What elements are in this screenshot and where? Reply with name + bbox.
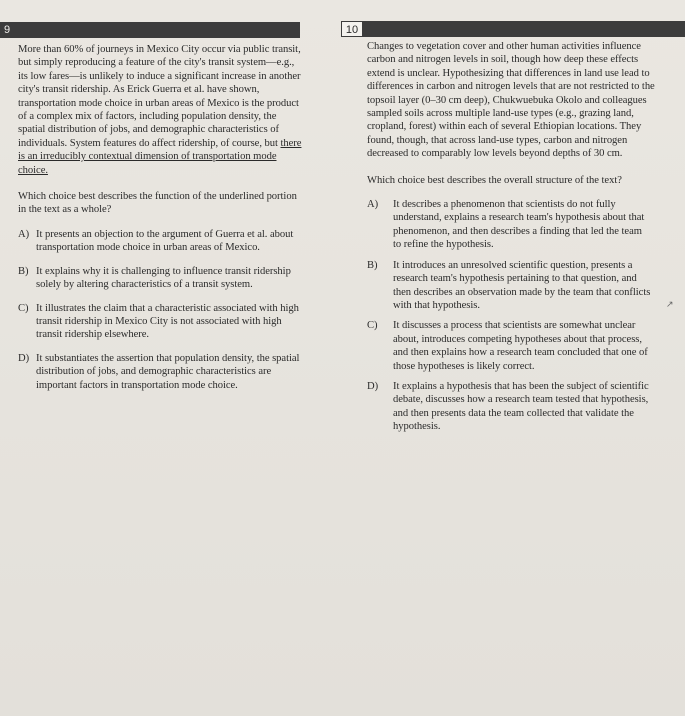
choice-letter: C)	[367, 320, 378, 332]
choice-letter: C)	[18, 302, 29, 314]
choice-text: It introduces an unresolved scientific question, presents a research team's hypothesis pertaining to that question, and then describes an observation made by the team that conflicts with that hypothesis.	[393, 259, 651, 311]
choice-10c[interactable]	[367, 319, 657, 373]
choice-letter: A)	[18, 228, 30, 240]
choice-9b[interactable]	[18, 265, 302, 292]
choice-text: It discusses a process that scientists are somewhat unclear about, introduces competing hypotheses about that process, and then explains how a research team concluded that one of those hypotheses is likely correct.	[393, 320, 648, 372]
choice-10a[interactable]	[367, 198, 657, 252]
choice-letter: D)	[367, 380, 379, 392]
question-9	[18, 43, 302, 402]
choice-text: It explains a hypothesis that has been the subject of scientific debate, discusses how a research team tested that hypothesis, and then presents data the team collected that validate the hypothesis.	[393, 380, 649, 433]
choice-text: It illustrates the claim that a characteristic associated with high transit ridership in Mexico City is not associated with high transit ridership elsewhere.	[36, 302, 299, 341]
choice-text: It describes a phenomenon that scientists do not fully understand, explains a research team's hypothesis about that phenomenon, and then describes a finding that led the team to refine the hypothesis.	[393, 199, 645, 251]
question-10-choices	[367, 198, 657, 434]
choice-text: It substantiates the assertion that population density, the spatial distribution of jobs, and demographic characteristics are important factors in transportation mode choice.	[36, 352, 300, 391]
choice-letter: B)	[367, 259, 378, 271]
choice-10d[interactable]	[367, 380, 657, 434]
question-9-number: 9	[0, 22, 14, 38]
question-9-stem: Which choice best describes the function of the underlined portion in the text as a whole?	[18, 191, 297, 216]
question-9-choices	[18, 228, 302, 392]
choice-text: It explains why it is challenging to influence transit ridership solely by altering characteristics of a transit system.	[36, 265, 291, 291]
choice-9a[interactable]	[18, 228, 302, 255]
question-9-header-bar	[0, 22, 300, 38]
question-10-number: 10	[341, 21, 363, 37]
pointer-cursor-icon: ↗	[666, 300, 674, 310]
choice-letter: D)	[18, 352, 30, 364]
choice-10b[interactable]	[367, 259, 657, 313]
question-10-passage: Changes to vegetation cover and other human activities influence carbon and nitrogen levels in soil, though how deep these effects extend is unclear. Hypothesizing that differences in land use lead to differences in carbon and nitrogen levels that are not restricted to the topsoil layer (0–30 cm deep), Chukwuebuka Okolo and colleagues sampled soils across multiple land-use types (e.g., grazing land, cropland, forest) within each of several Ethiopian locations. They found, though, that across land-use types, carbon and nitrogen decreased to comparably low levels beyond depths of 30 cm.	[367, 41, 655, 160]
question-9-passage	[18, 43, 302, 177]
choice-letter: A)	[367, 199, 379, 211]
choice-9d[interactable]	[18, 352, 302, 392]
choice-9c[interactable]	[18, 302, 302, 342]
question-10	[367, 40, 657, 441]
question-10-header-bar	[341, 21, 685, 37]
underlined-portion: there is an irreducibly contextual dimension of transportation mode choice.	[18, 137, 302, 176]
choice-letter: B)	[18, 265, 29, 277]
choice-text: It presents an objection to the argument of Guerra et al. about transportation mode choice in urban areas of Mexico.	[36, 228, 294, 254]
passage-text: More than 60% of journeys in Mexico City occur via public transit, but simply reproducing a feature of the city's transit system—e.g., its low fares—is unlikely to induce a significant increase in another city's transit ridership. As Erick Guerra et al. have shown, transportation mode choice in urban areas of Mexico is the product of a complex mix of factors, including population density, the spatial distribution of jobs, and demographic characteristics of individuals. System features do affect ridership, of course, but	[18, 44, 301, 149]
question-10-stem: Which choice best describes the overall structure of the text?	[367, 174, 622, 186]
